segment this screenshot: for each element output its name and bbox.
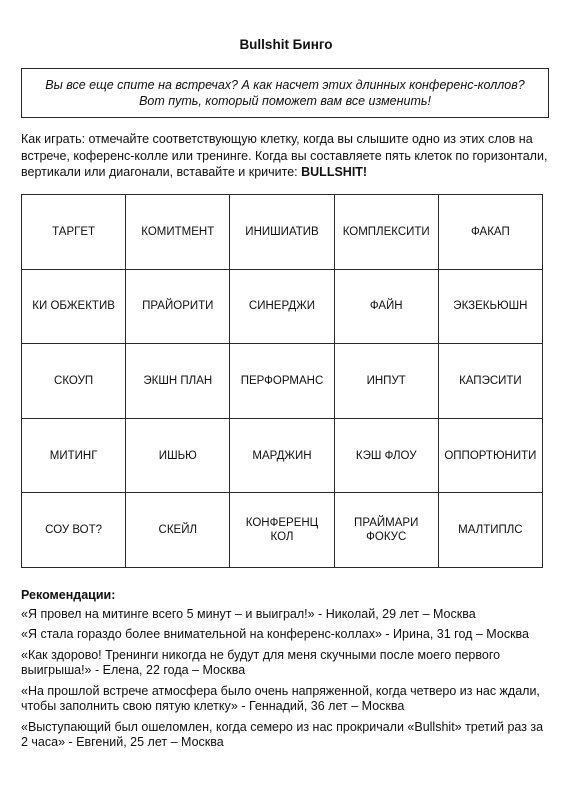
bingo-cell[interactable]: СКОУП xyxy=(22,344,126,419)
bingo-cell[interactable]: ФАКАП xyxy=(439,195,543,270)
bingo-cell[interactable]: СКЕЙЛ xyxy=(126,493,230,568)
recommendations-section xyxy=(21,588,553,756)
testimonial: «Я провел на митинге всего 5 минут – и выиграл!» - Николай, 29 лет – Москва xyxy=(21,606,476,621)
bingo-cell[interactable]: КЭШ ФЛОУ xyxy=(335,419,439,494)
testimonial: «Как здорово! Тренинги никогда не будут для меня скучными после моего первого выигрыша!» - Елена, 22 года – Москва xyxy=(21,647,501,677)
bingo-grid xyxy=(21,194,543,568)
page-title: Bullshit Бинго xyxy=(239,37,333,52)
bingo-cell[interactable]: ЭКШН ПЛАН xyxy=(126,344,230,419)
intro-line-1: Вы все еще спите на встречах? А как насчет этих длинных конференс-коллов? xyxy=(45,78,525,92)
bingo-cell[interactable]: КОМПЛЕКСИТИ xyxy=(335,195,439,270)
testimonial: «На прошлой встрече атмосфера было очень напряженной, когда четверо из нас ждали, чтобы заполнить свою пятую клетку» - Геннадий, 36 лет – Москва xyxy=(21,683,540,713)
bingo-cell[interactable]: ПРАЙМАРИ ФОКУС xyxy=(335,493,439,568)
bingo-cell[interactable]: КИ ОБЖЕКТИВ xyxy=(22,270,126,345)
intro-box xyxy=(21,68,549,118)
how-to-play-text: Как играть: отмечайте соответствующую клетку, когда вы слышите одно из этих слов на встрече, коференс-колле или тренинге. Когда вы составляете пять клеток по горизонтали, вертикали или диагонали, вставайте и кричите: xyxy=(21,132,548,179)
testimonial: «Я стала гораздо более внимательной на конференс-коллах» - Ирина, 31 год – Москва xyxy=(21,627,529,641)
bingo-cell[interactable]: ИНПУТ xyxy=(335,344,439,419)
bingo-cell[interactable]: СОУ ВОТ? xyxy=(22,493,126,568)
bingo-cell[interactable]: КОНФЕРЕНЦ КОЛ xyxy=(230,493,334,568)
bingo-cell[interactable]: ЭКЗЕКЬЮШН xyxy=(439,270,543,345)
bingo-cell[interactable]: КОМИТМЕНТ xyxy=(126,195,230,270)
bingo-cell[interactable]: МАЛТИПЛС xyxy=(439,493,543,568)
bingo-cell[interactable]: МАРДЖИН xyxy=(230,419,334,494)
bingo-cell[interactable]: ИНИШИАТИВ xyxy=(230,195,334,270)
how-to-play xyxy=(21,131,553,181)
bingo-cell[interactable]: ОППОРТЮНИТИ xyxy=(439,419,543,494)
bingo-cell[interactable]: КАПЭСИТИ xyxy=(439,344,543,419)
bingo-cell[interactable]: ТАРГЕТ xyxy=(22,195,126,270)
bingo-cell[interactable]: МИТИНГ xyxy=(22,419,126,494)
shout-word: BULLSHIT! xyxy=(301,165,368,179)
testimonial: «Выступающий был ошеломлен, когда семеро из нас прокричали «Bullshit» третий раз за 2 часа» - Евгений, 25 лет – Москва xyxy=(21,719,544,749)
bingo-cell[interactable]: ПЕРФОРМАНС xyxy=(230,344,334,419)
bingo-cell[interactable]: ИШЬЮ xyxy=(126,419,230,494)
bingo-cell[interactable]: ПРАЙОРИТИ xyxy=(126,270,230,345)
intro-line-2: Вот путь, который поможет вам все изменить! xyxy=(139,94,431,108)
bingo-cell[interactable]: СИНЕРДЖИ xyxy=(230,270,334,345)
recommendations-heading: Рекомендации: xyxy=(21,588,116,602)
bingo-cell[interactable]: ФАЙН xyxy=(335,270,439,345)
